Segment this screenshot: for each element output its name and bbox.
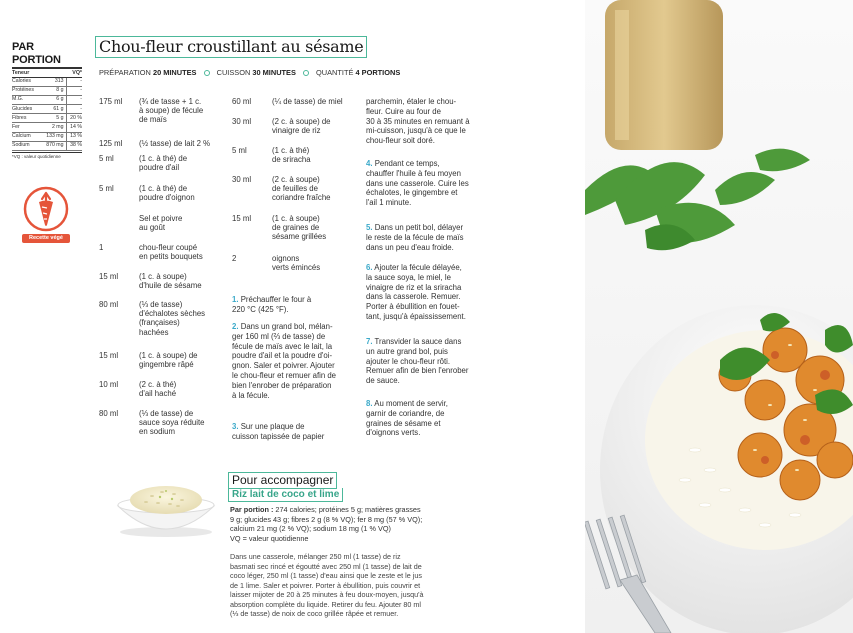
ingredient-desc	[139, 214, 182, 232]
prep-label: PRÉPARATION	[99, 68, 151, 77]
step-number: 2.	[232, 322, 239, 331]
step-line	[232, 422, 324, 432]
step-text: échalotes, le gingembre et	[366, 188, 458, 198]
ingredient-desc	[139, 272, 202, 290]
ingredient-qty: 2	[232, 254, 237, 263]
ingredient-line: (françaises)	[139, 318, 180, 328]
ingredient-line: (1 c. à thé) de	[139, 184, 188, 193]
recipe-step	[366, 223, 464, 252]
step-text: tant, jusqu'à épaississement.	[366, 311, 466, 321]
nutrient-vq: 38 %	[66, 141, 82, 150]
nutrition-row	[12, 114, 82, 123]
nutrition-row	[12, 78, 82, 87]
ingredient-line: (1 c. à soupe) de	[139, 351, 198, 360]
ingredient-line: en sodium	[139, 427, 175, 437]
step-text: dans la casserole. Remuer.	[366, 292, 461, 302]
step-line	[232, 332, 336, 342]
nutrient-vq: -	[66, 96, 82, 105]
ingredient-line: (2 c. à soupe)	[272, 175, 320, 184]
ingredient-line: de sriracha	[272, 155, 311, 165]
nutrition-row	[12, 87, 82, 96]
step-line	[366, 376, 468, 386]
ingredient-desc	[139, 97, 203, 125]
recipe-step	[232, 422, 324, 442]
nutrient-vq: -	[66, 105, 82, 114]
nutrient-name: Fibres	[12, 114, 40, 123]
nutrient-name: Glucides	[12, 105, 40, 114]
nutrition-row	[12, 96, 82, 105]
nutrition-col-teneur: Teneur	[12, 69, 66, 78]
side-body-line: Dans une casserole, mélanger 250 ml (1 tasse) de riz	[230, 552, 401, 561]
step-text: le chou-fleur et remuer afin de	[232, 370, 337, 380]
step-text: Ajouter la fécule délayée,	[374, 263, 462, 272]
ingredient-line: (1 c. à soupe)	[139, 272, 187, 281]
step-text: graines de sésame et	[366, 418, 441, 428]
side-nutrition-line	[230, 524, 422, 534]
ingredient-line: (2 c. à soupe) de	[272, 117, 331, 126]
nutrition-row	[12, 105, 82, 114]
ingredient-line: (⅓ de tasse)	[139, 300, 183, 309]
step-line	[232, 361, 336, 371]
vegan-badge	[22, 185, 70, 249]
ingredient-line: en petits bouquets	[139, 252, 203, 262]
step-number: 7.	[366, 337, 373, 346]
nutrition-box	[12, 41, 82, 159]
side-nutrition	[230, 505, 422, 543]
ingredient-line: de maïs	[139, 115, 167, 125]
ingredient-desc	[139, 300, 205, 337]
qty-label: QUANTITÉ	[316, 68, 354, 77]
ingredient-line: vinaigre de riz	[272, 126, 321, 136]
ingredient-line: poudre d'oignon	[139, 193, 195, 203]
rice-bowl-image	[112, 478, 220, 538]
step-line	[366, 312, 466, 322]
ingredient-qty: 80 ml	[99, 409, 119, 418]
ingredient-qty: 10 ml	[99, 380, 119, 389]
vegan-badge-label: Recette végé	[22, 234, 70, 243]
nutrition-row	[12, 123, 82, 132]
ingredient-desc	[272, 175, 331, 203]
ingredient-line: (1 c. à soupe)	[272, 214, 320, 223]
step-text: bien l'enrober de préparation	[232, 380, 332, 390]
step-line	[366, 107, 470, 117]
step-text: Dans un grand bol, mélan-	[240, 322, 333, 331]
nutrient-value: 8 g	[40, 87, 66, 96]
ingredient-line: Sel et poivre	[139, 214, 183, 223]
step-line	[366, 357, 468, 367]
side-body-line: laisser mijoter de 20 à 25 minutes à feu doux-moyen, jusqu'à	[230, 590, 424, 599]
recipe-step	[366, 337, 468, 386]
step-line	[366, 273, 466, 283]
dish-photo	[585, 0, 853, 633]
ingredient-line: (2 c. à thé)	[139, 380, 177, 389]
side-body-line: (⅓ de tasse) de noix de coco grillée râpée et remuer.	[230, 609, 399, 618]
step-number: 5.	[366, 223, 373, 232]
step-text: à la fécule.	[232, 390, 270, 400]
prep-value: 20 MINUTES	[152, 68, 197, 77]
step-line	[366, 136, 470, 146]
step-text: Transvider la sauce dans	[374, 337, 462, 346]
step-line	[232, 305, 311, 315]
ingredient-desc	[139, 380, 176, 398]
ingredient-desc	[139, 184, 195, 202]
ingredient-line: d'ail haché	[139, 389, 177, 399]
bullet-icon	[303, 70, 309, 76]
side-body-line: de 1 lime. Saler et poivrer. Porter à ébullition, puis couvrir et	[230, 580, 421, 590]
ingredient-line: à soupe) de fécule	[139, 106, 204, 116]
step-text: gnon. Saler et poivrer. Ajouter	[232, 361, 335, 371]
step-line	[366, 243, 464, 253]
step-text: cuisson tapissée de papier	[232, 431, 325, 441]
step-line	[366, 302, 466, 312]
step-number: 4.	[366, 159, 373, 168]
step-line	[232, 432, 324, 442]
nutrition-rows	[12, 78, 82, 151]
ingredient-line: (⅓ de tasse) de	[139, 409, 194, 418]
step-line	[366, 419, 448, 429]
ingredient-desc	[272, 117, 331, 135]
step-number: 6.	[366, 263, 373, 272]
nutrient-name: Protéines	[12, 87, 40, 96]
step-text: Préchauffer le four à	[240, 295, 312, 304]
ingredient-line: verts émincés	[272, 263, 321, 273]
nutrient-vq: -	[66, 87, 82, 96]
ingredient-qty: 60 ml	[232, 97, 252, 106]
side-nutrition-text: 9 g; glucides 43 g; fibres 2 g (8 % VQ); fer 8 mg (57 % VQ);	[230, 514, 423, 524]
step-line	[366, 428, 448, 438]
step-text: vinaigre de riz et la sriracha	[366, 282, 462, 292]
ingredient-qty: 15 ml	[99, 272, 119, 281]
ingredient-desc	[139, 351, 198, 369]
step-line	[232, 381, 336, 391]
step-text: un autre grand bol, puis	[366, 346, 448, 356]
step-number: 8.	[366, 399, 373, 408]
ingredient-qty: 15 ml	[232, 214, 252, 223]
ingredient-line: (1 c. à thé)	[272, 146, 310, 155]
step-text: Dans un petit bol, délayer	[374, 223, 464, 232]
step-text: chauffer l'huile à feu moyen	[366, 168, 461, 178]
step-text: fleur. Cuire au four de	[366, 106, 441, 116]
ingredient-line: d'échalotes sèches	[139, 309, 206, 319]
recipe-title: Chou-fleur croustillant au sésame	[95, 36, 367, 58]
ingredient-line: d'huile de sésame	[139, 281, 202, 291]
step-line	[366, 188, 469, 198]
step-line	[232, 295, 311, 305]
step-text: fécule de maïs avec le lait, la	[232, 341, 333, 351]
side-nutrition-text: calcium 21 mg (2 % VQ); sodium 18 mg (1 % VQ)	[230, 524, 391, 533]
nutrition-footnote: *VQ : valeur quotidienne	[12, 152, 82, 159]
step-line	[366, 399, 448, 409]
side-nutrition-text: VQ = valeur quotidienne	[230, 533, 309, 543]
step-text: chou-fleur soit doré.	[366, 136, 435, 146]
ingredient-qty: 5 ml	[232, 146, 247, 155]
step-line	[232, 342, 336, 352]
bullet-icon	[204, 70, 210, 76]
step-text: mi-cuisson, jusqu'à ce que le	[366, 126, 466, 136]
step-line	[366, 97, 470, 107]
step-line	[366, 337, 468, 347]
recipe-meta	[99, 68, 400, 77]
step-line	[366, 159, 469, 169]
ingredient-line: sésame grillées	[272, 232, 327, 242]
side-title: Pour accompagner	[228, 472, 337, 489]
ingredient-line: oignons	[272, 254, 300, 263]
ingredient-desc	[139, 139, 210, 148]
nutrition-row	[12, 141, 82, 150]
ingredient-line: gingembre râpé	[139, 360, 194, 370]
nutrient-name: Sodium	[12, 141, 40, 150]
ingredient-line: (¼ de tasse) de miel	[272, 97, 343, 106]
ingredient-desc	[139, 409, 204, 437]
nutrition-table	[12, 69, 82, 151]
step-line	[366, 223, 464, 233]
step-line	[232, 351, 336, 361]
ingredient-line: de graines de	[272, 223, 320, 233]
step-text: Sur une plaque de	[240, 422, 305, 431]
step-number: 3.	[232, 422, 239, 431]
step-text: 220 °C (425 °F).	[232, 304, 289, 314]
side-nutrition-line	[230, 505, 422, 515]
nutrient-name: Calories	[12, 78, 40, 87]
nutrient-vq: 20 %	[66, 114, 82, 123]
side-body-line: absorption complète du liquide. Retirer du feu. Ajouter 80 ml	[230, 599, 421, 609]
ingredient-qty: 80 ml	[99, 300, 119, 309]
step-text: l'ail 1 minute.	[366, 198, 412, 208]
nutrient-vq: -	[66, 78, 82, 87]
ingredient-desc	[272, 146, 311, 164]
qty-value: 4 PORTIONS	[355, 68, 401, 77]
ingredient-line: poudre d'ail	[139, 163, 180, 173]
step-line	[366, 366, 468, 376]
ingredient-desc	[272, 97, 343, 106]
step-text: 30 à 35 minutes en remuant à	[366, 116, 470, 126]
step-text: de sauce.	[366, 376, 400, 386]
step-text: Au moment de servir,	[374, 399, 448, 408]
ingredient-line: (1 c. à thé) de	[139, 154, 188, 163]
nutrient-value: 870 mg	[40, 141, 66, 150]
cook-value: 30 MINUTES	[252, 68, 296, 77]
ingredient-line: de feuilles de	[272, 184, 318, 194]
side-instructions	[230, 552, 424, 619]
recipe-step	[232, 322, 336, 400]
step-line	[366, 292, 466, 302]
step-line	[366, 347, 468, 357]
nutrient-value: 5 g	[40, 114, 66, 123]
nutrient-value: 133 mg	[40, 132, 66, 141]
side-body-line: basmati sec rincé et égoutté avec 250 ml (1 tasse) de lait de	[230, 561, 422, 571]
ingredient-line: chou-fleur coupé	[139, 243, 198, 252]
nutrient-name: Calcium	[12, 132, 40, 141]
step-line	[232, 391, 336, 401]
ingredient-qty: 15 ml	[99, 351, 119, 360]
ingredient-line: au goût	[139, 223, 166, 233]
ingredient-qty: 30 ml	[232, 117, 252, 126]
step-text: ger 160 ml (⅔ de tasse) de	[232, 331, 326, 341]
step-text: dans une casserole. Cuire les	[366, 178, 469, 188]
step-text: Porter à ébullition en fouet-	[366, 302, 460, 312]
ingredient-desc	[139, 243, 203, 261]
nutrition-heading: PAR PORTION	[12, 41, 82, 69]
step-line	[366, 126, 470, 136]
nutrient-value: 6 g	[40, 96, 66, 105]
cook-label: CUISSON	[216, 68, 251, 77]
nutrition-row	[12, 132, 82, 141]
ingredient-desc	[272, 214, 326, 242]
ingredient-desc	[139, 154, 187, 172]
recipe-step	[366, 263, 466, 322]
step-line	[366, 198, 469, 208]
ingredient-line: hachées	[139, 327, 169, 337]
step-text: Remuer afin de bien l'enrober	[366, 366, 469, 376]
ingredient-desc	[272, 254, 320, 272]
ingredient-qty: 30 ml	[232, 175, 252, 184]
recipe-step	[366, 399, 448, 438]
side-body-line: coco léger, 250 ml (1 tasse) d'eau ainsi que le zeste et le jus	[230, 571, 422, 580]
ingredient-line: coriandre fraîche	[272, 193, 331, 203]
step-line	[366, 179, 469, 189]
ingredient-qty: 5 ml	[99, 184, 114, 193]
nutrition-col-vq: VQ*	[66, 69, 82, 78]
nutrient-value: 2 mg	[40, 123, 66, 132]
step-text: parchemin, étaler le chou-	[366, 97, 457, 106]
ingredient-line: (½ tasse) de lait 2 %	[139, 139, 211, 148]
step-text: la sauce soya, le miel, le	[366, 272, 451, 282]
step-text: d'oignons verts.	[366, 428, 421, 438]
step-line	[366, 283, 466, 293]
nutrient-vq: 14 %	[66, 123, 82, 132]
step-text: poudre d'ail et la poudre d'oi-	[232, 351, 333, 361]
nutrient-vq: 13 %	[66, 132, 82, 141]
recipe-step	[366, 97, 470, 146]
step-text: garnir de coriandre, de	[366, 408, 445, 418]
step-line	[232, 371, 336, 381]
ingredient-qty: 125 ml	[99, 139, 123, 148]
step-line	[366, 169, 469, 179]
ingredient-qty: 5 ml	[99, 154, 114, 163]
ingredient-line: sauce soya réduite	[139, 418, 205, 428]
nutrient-value: 61 g	[40, 105, 66, 114]
step-line	[366, 233, 464, 243]
step-text: Pendant ce temps,	[374, 159, 440, 168]
step-text: dans un peu d'eau froide.	[366, 242, 454, 252]
side-nutrition-line	[230, 534, 422, 544]
nutrient-value: 313	[40, 78, 66, 87]
recipe-step	[366, 159, 469, 208]
nutrient-name: Fer	[12, 123, 40, 132]
step-line	[366, 263, 466, 273]
step-line	[232, 322, 336, 332]
side-nutrition-label: Par portion :	[230, 505, 274, 514]
carrot-icon	[22, 185, 70, 233]
side-subtitle: Riz lait de coco et lime	[228, 488, 343, 502]
ingredient-line: (¾ de tasse + 1 c.	[139, 97, 202, 106]
ingredient-qty: 1	[99, 243, 104, 252]
step-line	[366, 409, 448, 419]
nutrient-name: M.G.	[12, 96, 40, 105]
ingredient-qty: 175 ml	[99, 97, 123, 106]
step-number: 1.	[232, 295, 239, 304]
step-text: ajouter le chou-fleur rôti.	[366, 356, 451, 366]
step-line	[366, 117, 470, 127]
side-nutrition-text: 274 calories; protéines 5 g; matières grasses	[273, 505, 421, 514]
side-nutrition-line	[230, 515, 422, 525]
recipe-step	[232, 295, 311, 315]
step-text: le reste de la fécule de maïs	[366, 232, 464, 242]
